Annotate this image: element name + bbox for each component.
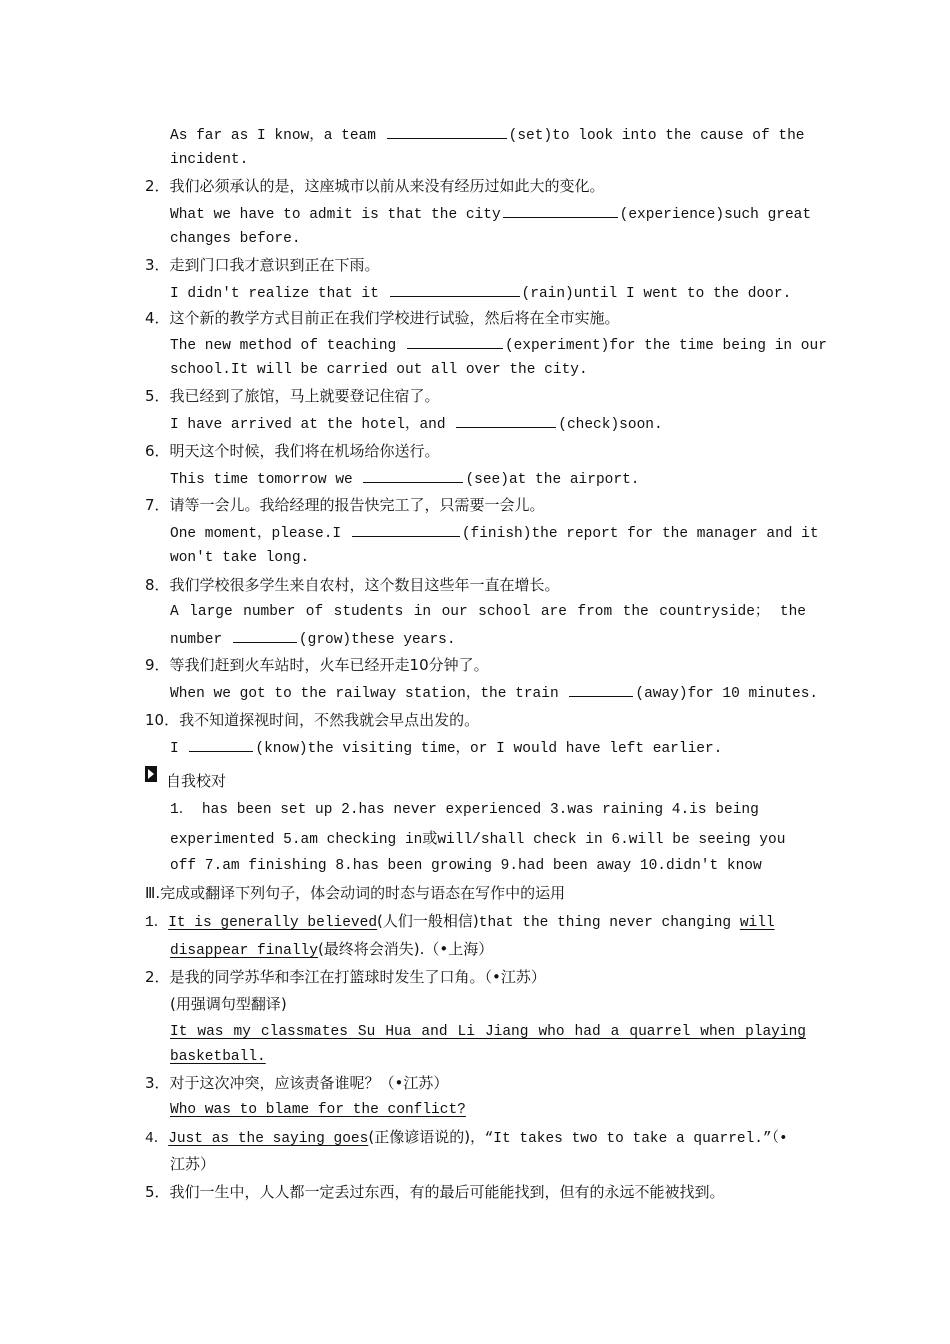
q4-chinese: 4．这个新的教学方式目前正在我们学校进行试验，然后将在全市实施。 xyxy=(145,309,620,327)
answer-blank[interactable] xyxy=(456,413,556,428)
s2-answer-line2: basketball. xyxy=(170,1049,266,1065)
section3-heading: Ⅲ.完成或翻译下列句子，体会动词的时态与语态在写作中的运用 xyxy=(145,884,566,902)
answer-blank[interactable] xyxy=(390,282,520,297)
q5-english: I have arrived at the hotel，and (check)soon. xyxy=(170,413,663,435)
s1-line2: disappear finally(最终将会消失).（•上海） xyxy=(170,940,494,959)
q9-english: When we got to the railway station，the train (away)for 10 minutes. xyxy=(170,682,818,704)
s1-line1: 1．It is generally believed(人们一般相信)that the thing never changing will xyxy=(145,912,775,931)
answer-blank[interactable] xyxy=(352,522,460,537)
q1-english-line1: As far as I know，a team (set)to look into the cause of the xyxy=(170,124,805,146)
q2-english-line1: What we have to admit is that the city (experience)such great xyxy=(170,203,811,225)
answer-blank[interactable] xyxy=(407,334,503,349)
q3-english: I didn't realize that it (rain)until I went to the door. xyxy=(170,282,791,304)
q6-chinese: 6．明天这个时候，我们将在机场给你送行。 xyxy=(145,442,440,460)
s3-answer: Who was to blame for the conflict? xyxy=(170,1102,466,1118)
q9-chinese: 9．等我们赶到火车站时，火车已经开走10分钟了。 xyxy=(145,656,489,674)
answer-blank[interactable] xyxy=(387,124,507,139)
q6-english: This time tomorrow we (see)at the airport. xyxy=(170,468,639,490)
q8-english-line2: number (grow)these years. xyxy=(170,628,456,650)
self-check-line2: experimented 5.am checking in或will/shall check in 6.will be seeing you xyxy=(170,829,786,848)
answer-blank[interactable] xyxy=(189,737,253,752)
q7-english-line2: won't take long. xyxy=(170,550,310,566)
answer-blank[interactable] xyxy=(503,203,618,218)
q5-chinese: 5．我已经到了旅馆，马上就要登记住宿了。 xyxy=(145,387,440,405)
s2-note: (用强调句型翻译) xyxy=(170,995,287,1013)
q8-chinese: 8．我们学校很多学生来自农村，这个数目这些年一直在增长。 xyxy=(145,576,560,594)
q2-chinese: 2．我们必须承认的是，这座城市以前从来没有经历过如此大的变化。 xyxy=(145,177,605,195)
self-check-line3: off 7.am finishing 8.has been growing 9.had been away 10.didn't know xyxy=(170,858,762,874)
q7-chinese: 7．请等一会儿。我给经理的报告快完工了，只需要一会儿。 xyxy=(145,496,545,514)
answer-blank[interactable] xyxy=(363,468,463,483)
self-check-heading: 自我校对 xyxy=(166,772,227,790)
q4-english-line1: The new method of teaching (experiment)for the time being in our xyxy=(170,334,827,356)
s4-line2: 江苏） xyxy=(170,1155,216,1173)
s3-chinese: 3．对于这次冲突，应该责备谁呢？（•江苏） xyxy=(145,1074,449,1092)
section-marker-icon xyxy=(145,766,157,782)
q8-english-line1: A large number of students in our school are from the countryside； the xyxy=(170,604,806,620)
q4-english-line2: school.It will be carried out all over the city. xyxy=(170,362,588,378)
q3-chinese: 3．走到门口我才意识到正在下雨。 xyxy=(145,256,380,274)
s4-line1: 4．Just as the saying goes(正像谚语说的)，“It takes two to take a quarrel.”（• xyxy=(145,1128,788,1147)
s5-chinese: 5．我们一生中，人人都一定丢过东西，有的最后可能能找到，但有的永远不能被找到。 xyxy=(145,1183,725,1201)
answer-blank[interactable] xyxy=(569,682,633,697)
q10-chinese: 10．我不知道探视时间，不然我就会早点出发的。 xyxy=(145,711,480,729)
s2-chinese: 2．是我的同学苏华和李江在打篮球时发生了口角。（•江苏） xyxy=(145,968,546,986)
q2-english-line2: changes before. xyxy=(170,231,301,247)
answer-blank[interactable] xyxy=(233,628,297,643)
q1-english-line2: incident. xyxy=(170,152,249,168)
q10-english: I (know)the visiting time，or I would have left earlier. xyxy=(170,737,722,759)
s2-answer-line1: It was my classmates Su Hua and Li Jiang who had a quarrel when playing xyxy=(170,1024,806,1040)
q7-english-line1: One moment，please.I (finish)the report for the manager and it xyxy=(170,522,819,544)
self-check-line1: 1． has been set up 2.has never experienced 3.was raining 4.is being xyxy=(170,802,759,818)
